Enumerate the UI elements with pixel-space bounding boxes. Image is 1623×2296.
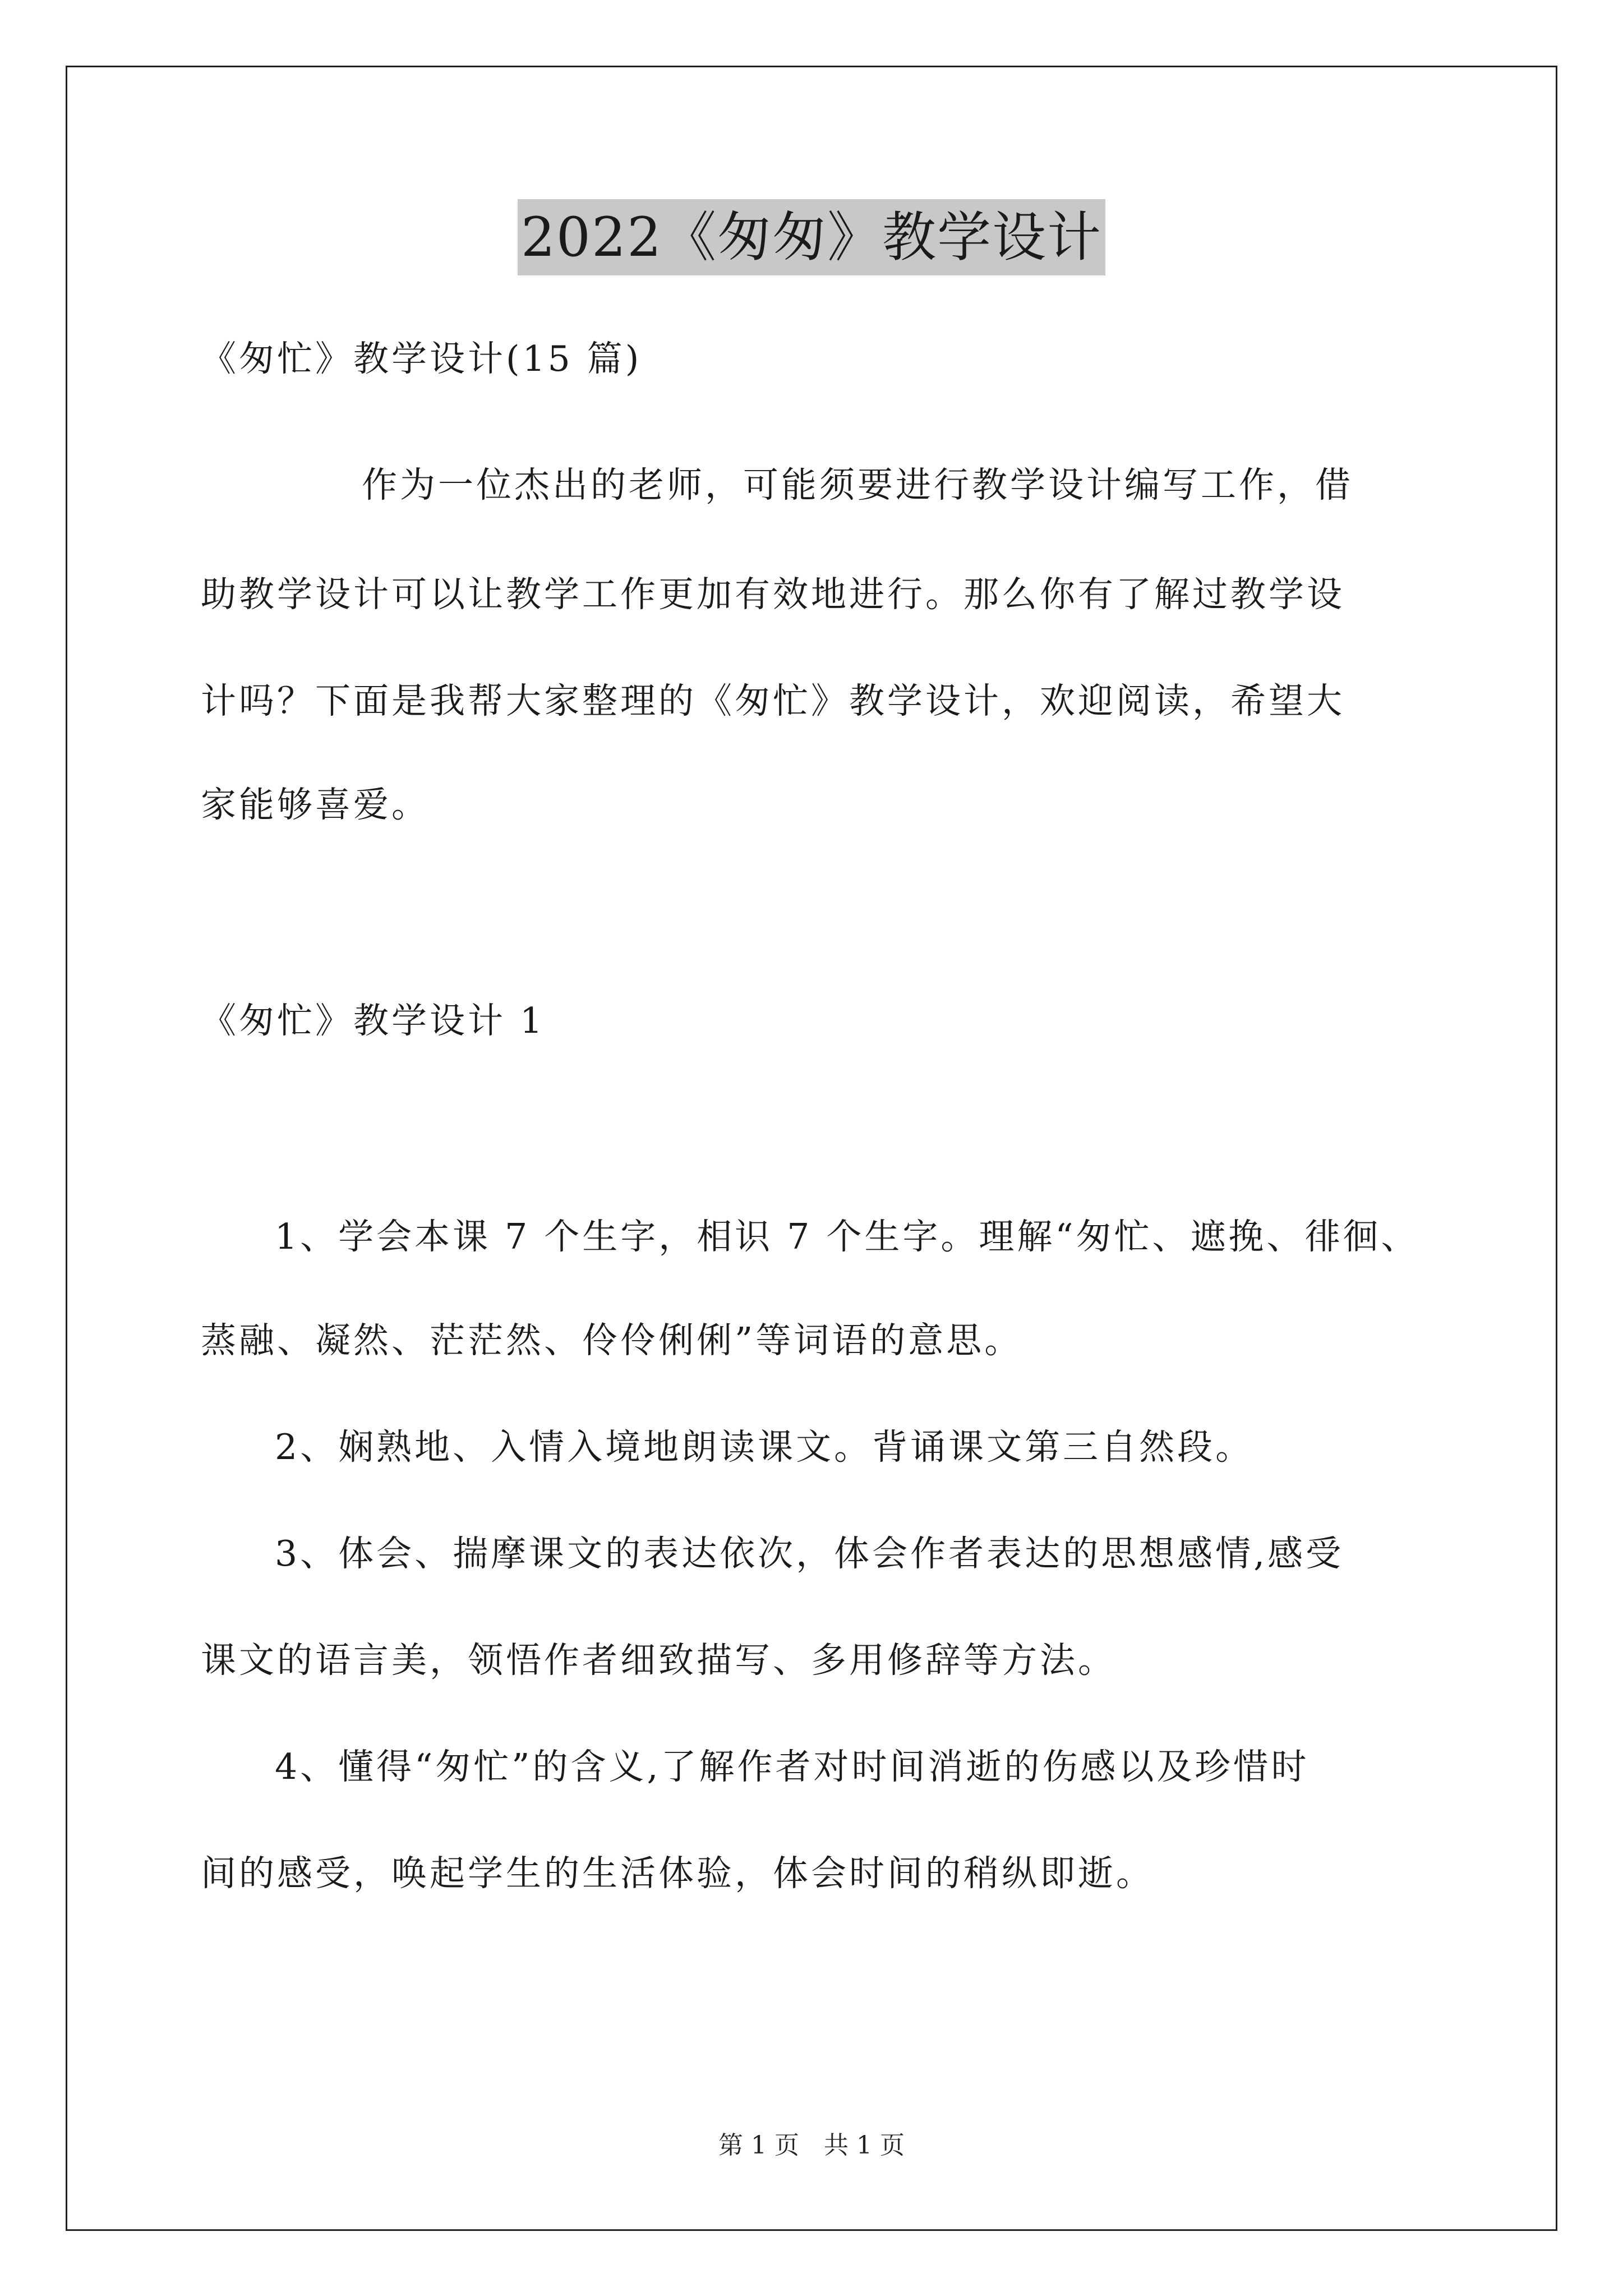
objective-1-line-1: 1、学会本课 7 个生字，相识 7 个生字。理解“匆忙、遮挽、徘徊、	[275, 1216, 1419, 1257]
intro-line-3: 计吗？下面是我帮大家整理的《匆忙》教学设计，欢迎阅读，希望大	[201, 680, 1345, 721]
objective-3-line-1: 3、体会、揣摩课文的表达依次，体会作者表达的思想感情,感受	[275, 1533, 1344, 1574]
page-border	[66, 66, 1557, 2231]
objective-1-line-2: 蒸融、凝然、茫茫然、伶伶俐俐”等词语的意思。	[201, 1320, 1023, 1361]
intro-line-2: 助教学设计可以让教学工作更加有效地进行。那么你有了解过教学设	[201, 574, 1345, 615]
subtitle: 《匆忙》教学设计(15 篇)	[201, 338, 642, 379]
objective-4-line-2: 间的感受，唤起学生的生活体验，体会时间的稍纵即逝。	[201, 1853, 1154, 1894]
page-footer: 第 1 页 共 1 页	[718, 2131, 905, 2160]
objective-3-line-2: 课文的语言美，领悟作者细致描写、多用修辞等方法。	[201, 1640, 1116, 1681]
intro-line-1: 作为一位杰出的老师，可能须要进行教学设计编写工作，借	[362, 464, 1353, 505]
document-title	[0, 199, 1623, 275]
objective-4-line-1: 4、懂得“匆忙”的含义,了解作者对时间消逝的伤感以及珍惜时	[275, 1746, 1310, 1787]
intro-line-4: 家能够喜爱。	[201, 784, 430, 825]
section-heading: 《匆忙》教学设计 1	[201, 1000, 546, 1041]
document-title-text: 2022《匆匆》教学设计	[518, 199, 1105, 275]
objective-2-line-1: 2、娴熟地、入情入境地朗读课文。背诵课文第三自然段。	[275, 1427, 1254, 1467]
